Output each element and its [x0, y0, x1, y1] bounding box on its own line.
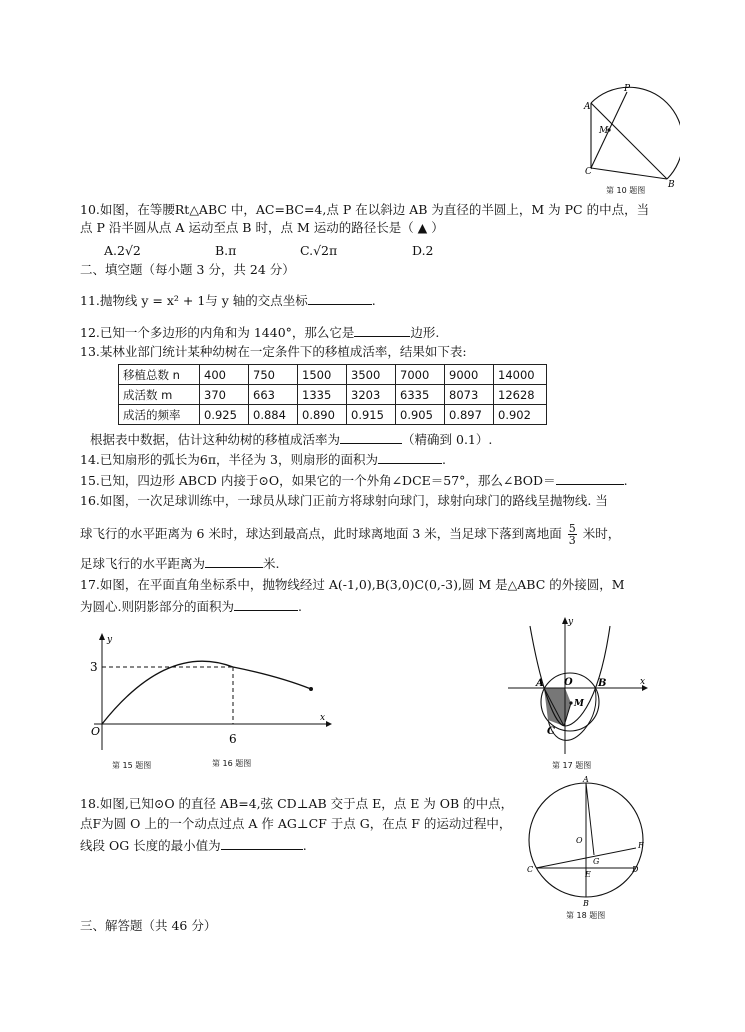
x-axis-label: x — [320, 713, 326, 723]
section-solve-title: 三、解答题（共 46 分） — [80, 918, 217, 933]
q10-option-a: A.2√2 — [104, 243, 141, 258]
x-axis-arrow — [326, 721, 332, 727]
figure-q10 — [580, 82, 680, 197]
label-y: y — [568, 617, 574, 627]
q11-answer-blank[interactable] — [308, 292, 372, 305]
q13-answer-blank[interactable] — [340, 431, 402, 444]
q10-line1: 10.如图，在等腰Rt△ABC 中，AC=BC=4,点 P 在以斜边 AB 为直径的半圆上，M 为 PC 的中点，当 — [80, 202, 650, 217]
label-b: B — [598, 678, 607, 689]
label-p: P — [624, 84, 631, 94]
caption-q16: 第 16 题图 — [212, 759, 252, 768]
label-d: D — [632, 865, 639, 874]
q18-answer-blank[interactable] — [221, 837, 303, 850]
trajectory-end-point — [309, 687, 313, 691]
q13-question: 根据表中数据，估计这种幼树的移植成活率为 （精确到 0.1）. — [90, 432, 493, 447]
y-axis-arrow — [99, 633, 105, 640]
q17-line1: 17.如图，在平面直角坐标系中，抛物线经过 A(-1,0),B(3,0)C(0,-3),圆 M 是△ABC 的外接圆，M — [80, 577, 625, 592]
q18-line1: 18.如图,已知⊙O 的直径 AB=4,弦 CD⊥AB 交于点 E，点 E 为 OB 的中点， — [80, 796, 514, 811]
label-f: F — [638, 841, 644, 850]
q17-line2: 为圆心.则阴影部分的面积为 . — [80, 599, 302, 614]
label-m: M — [599, 126, 609, 136]
point-m — [569, 701, 572, 704]
label-e: E — [585, 870, 591, 879]
table-row: 移植总数 n 400 750 1500 3500 7000 9000 14000 — [119, 365, 547, 385]
x-tick-label: 6 — [229, 732, 237, 746]
label-c: C — [547, 726, 555, 737]
figure-q18 — [522, 776, 664, 910]
caption-q10: 第 10 题图 — [606, 186, 646, 195]
label-m: M — [574, 699, 584, 709]
segment-ag — [586, 783, 594, 855]
q14: 14.已知扇形的弧长为6π，半径为 3，则扇形的面积为 . — [80, 452, 446, 467]
q11: 11.抛物线 y = x² + 1与 y 轴的交点坐标 . — [80, 293, 376, 308]
q18-line3: 线段 OG 长度的最小值为 . — [80, 838, 307, 853]
q18-line2: 点F为圆 O 上的一个动点过点 A 作 AG⊥CF 于点 G，在点 F 的运动过程中， — [80, 816, 512, 831]
label-a: A — [536, 678, 544, 689]
q15: 15.已知，四边形 ABCD 内接于⊙O，如果它的一个外角∠DCE＝57°，那么∠BOD＝ . — [80, 473, 628, 488]
label-a: A — [584, 102, 591, 112]
label-b: B — [583, 899, 589, 908]
origin-label: O — [91, 725, 101, 738]
y-tick-label: 3 — [90, 660, 98, 674]
figure-q17 — [506, 614, 652, 760]
q16-line2: 球飞行的水平距离为 6 米时，球达到最高点，此时球离地面 3 米，当足球下落到离地面 $\frac{5}{3}$ 米时， — [80, 522, 621, 547]
q12-answer-blank[interactable] — [354, 324, 410, 337]
caption-q18: 第 18 题图 — [566, 911, 606, 920]
q16-answer-blank[interactable] — [205, 555, 263, 568]
label-o: O — [576, 836, 583, 845]
q10-option-d: D.2 — [412, 243, 434, 258]
survival-rate-table — [118, 364, 547, 425]
q10-option-b: B.π — [215, 243, 237, 258]
y-axis-label: y — [107, 635, 113, 645]
caption-q17: 第 17 题图 — [552, 761, 592, 770]
q10-option-c: C.√2π — [300, 243, 338, 258]
q10-line2: 点 P 沿半圆从点 A 运动至点 B 时，点 M 运动的路径长是（ ▲ ） — [80, 220, 444, 235]
q15-answer-blank[interactable] — [556, 472, 624, 485]
label-x: x — [640, 677, 646, 687]
label-b: B — [668, 180, 675, 190]
q13-intro: 13.某林业部门统计某种幼树在一定条件下的移植成活率，结果如下表: — [80, 344, 467, 359]
q16-line3: 足球飞行的水平距离为 米. — [80, 556, 280, 571]
figure-q16-trajectory — [88, 628, 338, 756]
label-a: A — [583, 776, 589, 784]
table-row: 成活数 m 370 663 1335 3203 6335 8073 12628 — [119, 385, 547, 405]
q17-answer-blank[interactable] — [234, 598, 298, 611]
table-row: 成活的频率 0.925 0.884 0.890 0.915 0.905 0.897 0.902 — [119, 405, 547, 425]
section-fill-in-title: 二、填空题（每小题 3 分，共 24 分） — [80, 262, 295, 277]
label-g: G — [593, 857, 600, 866]
label-c: C — [527, 865, 534, 874]
q14-answer-blank[interactable] — [378, 451, 442, 464]
segment-ab — [591, 103, 667, 179]
parabola-trajectory — [102, 661, 311, 724]
label-o: O — [564, 677, 573, 688]
fraction-five-thirds: $\frac{5}{3}$ — [568, 522, 576, 547]
q12: 12.已知一个多边形的内角和为 1440°，那么它是 边形. — [80, 325, 440, 340]
q16-line1: 16.如图，一次足球训练中，一球员从球门正前方将球射向球门，球射向球门的路线呈抛物线. 当 — [80, 493, 608, 508]
caption-q15: 第 15 题图 — [112, 761, 152, 770]
label-c: C — [585, 167, 592, 177]
segment-cb — [591, 168, 667, 179]
